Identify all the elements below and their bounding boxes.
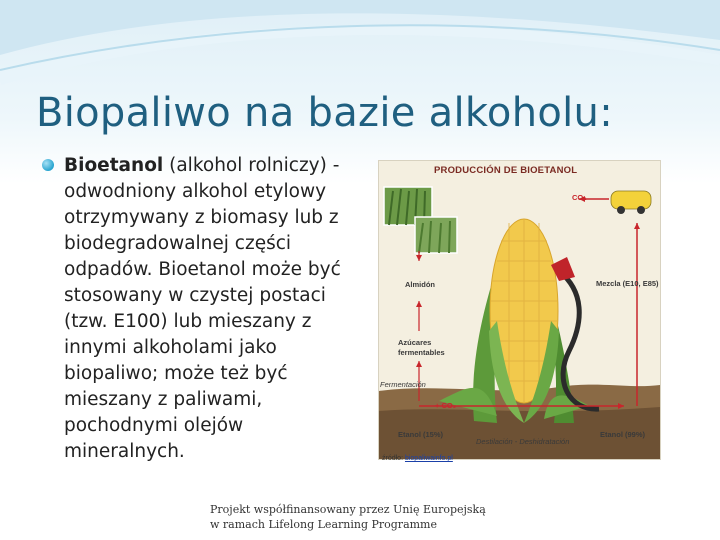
footer-line-1: Projekt współfinansowany przez Unię Europejską: [210, 503, 486, 516]
label-destilacion: Destilación - Deshidratación: [476, 437, 570, 446]
slide-content: [42, 153, 362, 465]
bioetanol-definition: (alkohol rolniczy) - odwodniony alkohol etylowy otrzymywany z biomasy lub z biodegradowalnej części odpadów. Bioetanol może być stosowany w czystej postaci (tzw. E100) lub mieszany z innymi alkoholami jako biopaliwo; może też być mieszany z paliwami, pochodnymi olejów mineralnych.: [64, 155, 341, 462]
label-etanol-left: Etanol (15%): [398, 430, 444, 439]
bioetanol-term: Bioetanol: [64, 155, 164, 176]
bullet-text: [64, 153, 362, 465]
label-azucares-2: fermentables: [398, 348, 445, 357]
label-etanol-right: Etanol (99%): [600, 430, 646, 439]
label-azucares-1: Azúcares: [398, 338, 432, 347]
footer-note: [210, 502, 486, 532]
image-source: [382, 455, 453, 462]
corn-diagram: [379, 161, 660, 459]
slide-title: Biopaliwo na bazie alkoholu:: [36, 90, 613, 136]
label-almidon: Almidón: [405, 280, 435, 289]
bullet-item: [42, 153, 362, 465]
source-link[interactable]: biopaliwainfo.pl: [404, 455, 453, 462]
header-swoosh-decoration: [0, 0, 720, 160]
label-co2-top: CO₂: [572, 193, 587, 202]
bioethanol-production-illustration: [378, 160, 661, 460]
label-fermentacion: Fermentación: [380, 380, 426, 389]
label-co2-mid: + CO₂: [435, 401, 457, 410]
bullet-icon: [42, 159, 54, 171]
source-label: źródło:: [382, 455, 404, 462]
label-mezcla: Mezcla (E10, E85): [596, 279, 659, 288]
figure-title: PRODUCCIÓN DE BIOETANOL: [434, 165, 578, 176]
footer-line-2: w ramach Lifelong Learning Programme: [210, 518, 437, 531]
